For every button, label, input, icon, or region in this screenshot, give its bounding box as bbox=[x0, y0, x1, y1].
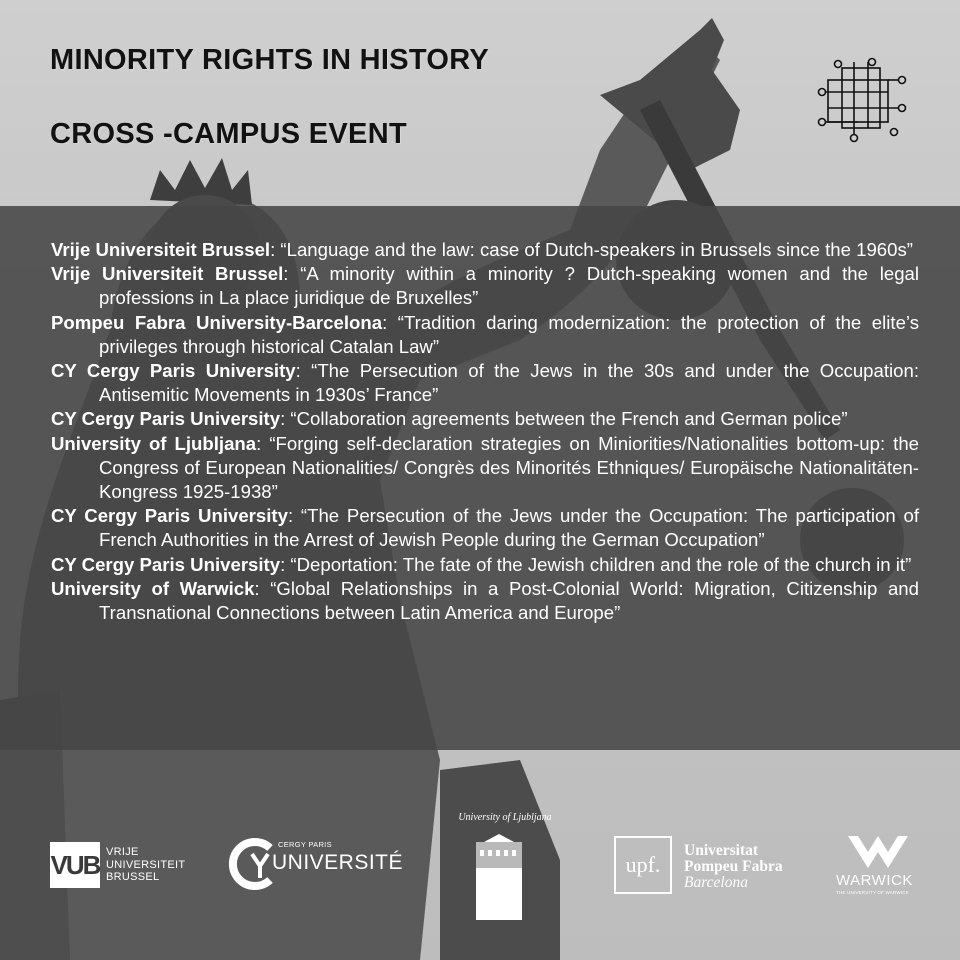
talk-institution: CY Cergy Paris University bbox=[51, 360, 296, 382]
page-subtitle: CROSS -CAMPUS EVENT bbox=[50, 118, 407, 150]
page-title: MINORITY RIGHTS IN HISTORY bbox=[50, 44, 490, 76]
talk-institution: CY Cergy Paris University bbox=[51, 408, 281, 430]
vub-line: VRIJE bbox=[106, 846, 139, 858]
talk-title: : “Tradition daring modernization: the protection of the elite’s privileges through historical Catalan Law” bbox=[99, 311, 920, 357]
ljubljana-building-icon bbox=[474, 832, 534, 922]
talk-title: : “The Persecution of the Jews in the 30s and under the Occupation: Antisemitic Movements in 1930s’ France” bbox=[99, 360, 919, 406]
upf-line: Universitat bbox=[684, 842, 759, 859]
talk-institution: Vrije Universiteit Brussel bbox=[51, 263, 284, 285]
talk-title: : “Collaboration agreements between the French and German police” bbox=[280, 408, 848, 430]
network-logo bbox=[814, 52, 910, 148]
list-item bbox=[51, 262, 919, 310]
warwick-mark-icon bbox=[846, 834, 926, 870]
talk-title: : “Global Relationships in a Post-Colonial World: Migration, Citizenship and Transnational Connections between Latin America and Europe” bbox=[99, 577, 919, 624]
cy-logo bbox=[228, 836, 408, 896]
talk-institution: Vrije Universiteit Brussel bbox=[51, 239, 271, 260]
ljubljana-logo bbox=[440, 812, 580, 922]
vub-logo bbox=[50, 842, 186, 892]
warwick-subtitle: THE UNIVERSITY OF WARWICK bbox=[836, 890, 909, 895]
warwick-logo bbox=[832, 834, 932, 898]
talk-institution: CY Cergy Paris University bbox=[51, 553, 281, 575]
list-item bbox=[51, 311, 919, 359]
cy-big-text: UNIVERSITÉ bbox=[272, 851, 404, 874]
upf-logo bbox=[614, 836, 814, 898]
list-item bbox=[51, 577, 919, 625]
list-item bbox=[51, 553, 919, 577]
warwick-name: WARWICK bbox=[836, 872, 913, 889]
vub-wordmark bbox=[106, 846, 185, 884]
talk-title: : “A minority within a minority ? Dutch-speaking women and the legal professions in La place juridique de Bruxelles” bbox=[99, 263, 920, 309]
list-item bbox=[51, 504, 919, 552]
talk-institution: University of Warwick bbox=[51, 577, 255, 599]
talk-title: : “Deportation: The fate of the Jewish children and the role of the church in it” bbox=[280, 553, 912, 575]
list-item bbox=[51, 238, 919, 262]
upf-line: Barcelona bbox=[684, 874, 748, 891]
vub-mark: VUB bbox=[50, 842, 100, 888]
talk-institution: University of Ljubljana bbox=[51, 432, 257, 454]
ljubljana-caption: University of Ljubljana bbox=[458, 812, 552, 823]
talk-title: : “The Persecution of the Jews under the Occupation: The participation of French Authorities in the Arrest of Jewish People during the German Occupation” bbox=[99, 505, 919, 551]
upf-mark: upf. bbox=[614, 836, 672, 894]
cy-mark-icon bbox=[228, 836, 278, 892]
list-item bbox=[51, 359, 919, 407]
talk-list bbox=[51, 238, 919, 625]
vub-line: UNIVERSITEIT bbox=[106, 858, 186, 871]
talk-institution: CY Cergy Paris University bbox=[51, 505, 288, 527]
talk-title: : “Language and the law: case of Dutch-speakers in Brussels since the 1960s” bbox=[270, 239, 913, 260]
upf-line: Pompeu Fabra bbox=[684, 858, 783, 875]
cy-small-text: CERGY PARIS bbox=[278, 840, 332, 849]
list-item bbox=[51, 432, 919, 505]
talk-institution: Pompeu Fabra University-Barcelona bbox=[51, 311, 383, 333]
vub-line: BRUSSEL bbox=[106, 871, 160, 883]
list-item bbox=[51, 407, 919, 431]
talk-title: : “Forging self-declaration strategies on Miniorities/Nationalities bottom-up: the Congress of European Nationalities/ Congrès des Minorités Ethniques/ Europäische Nationalitäten-Kongress 1925-1938” bbox=[99, 432, 919, 503]
